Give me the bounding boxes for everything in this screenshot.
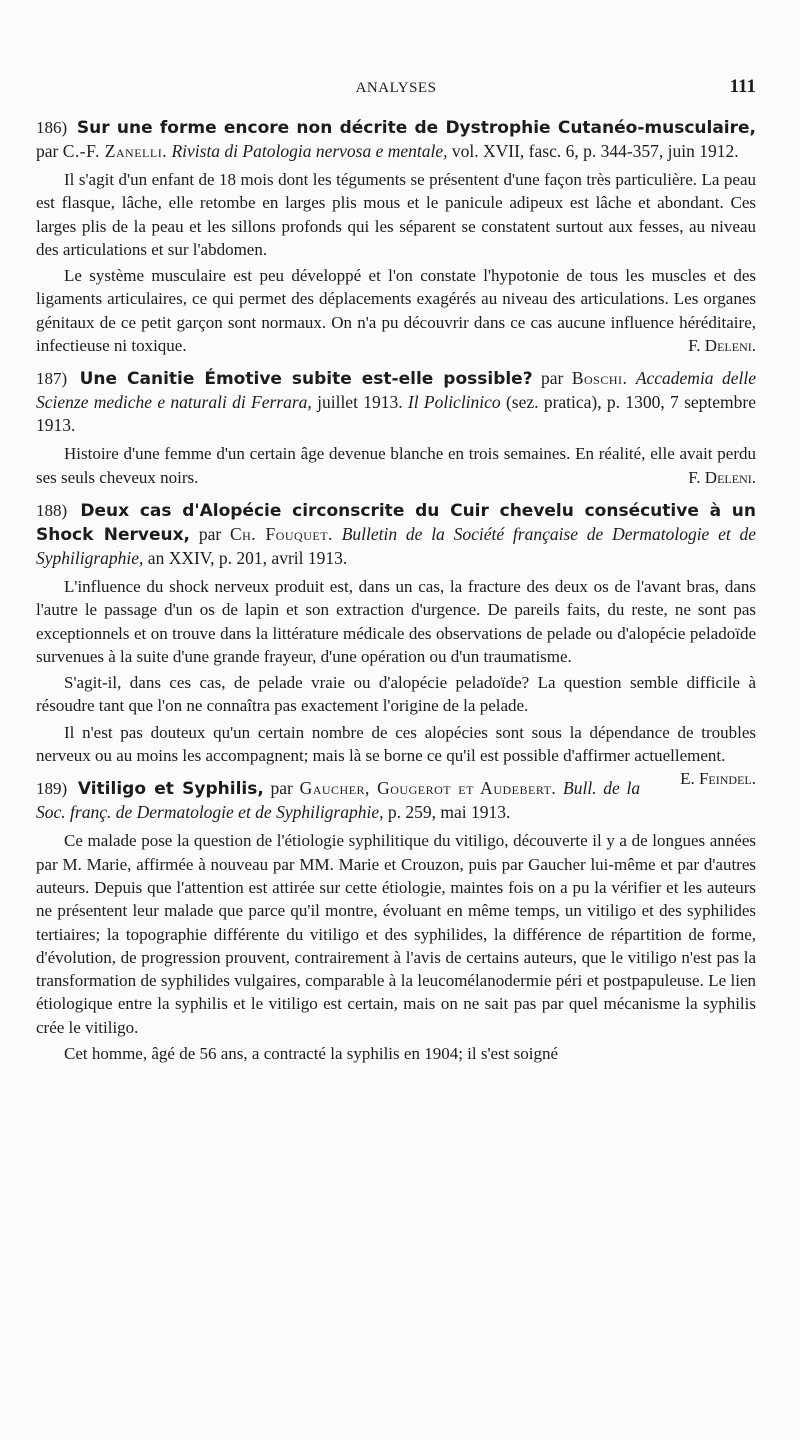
running-header bbox=[36, 76, 756, 104]
article-heading bbox=[36, 777, 756, 824]
by-word: par bbox=[36, 141, 59, 161]
article-number: 186) bbox=[36, 118, 68, 137]
article-189 bbox=[36, 777, 756, 1065]
article-heading bbox=[36, 499, 756, 570]
by-word: par bbox=[198, 523, 222, 544]
article-reference: vol. XVII, fasc. 6, p. 344-357, juin 1912. bbox=[451, 141, 739, 161]
article-187 bbox=[36, 367, 756, 489]
article-number: 187) bbox=[36, 369, 68, 389]
article-reference-secondary: (sez. pratica), p. 1300, 7 septembre 1913. bbox=[36, 392, 756, 436]
article-heading bbox=[36, 116, 756, 163]
article-journal-secondary: Il Policlinico bbox=[407, 392, 501, 413]
article-title: Vitiligo et Syphilis, bbox=[77, 779, 264, 800]
paragraph: L'influence du shock nerveux produit est, dans un cas, la fracture des deux os de l'avant bras, dans l'autre le passage d'un os de lapin et son extraction d'urgence. De pareils faits, du reste, ne sont pas exceptionnels et on trouve dans la littérature médicale des observations de pelade ou d'alopécie peladoïde survenues à la suite d'une grande frayeur, d'une opération ou d'un traumatisme. bbox=[36, 576, 756, 666]
paragraph-text: Histoire d'une femme d'un certain âge devenue blanche en trois semaines. En réalité, elle avait perdu ses seuls cheveux noirs. bbox=[36, 444, 756, 487]
article-heading bbox=[36, 367, 756, 437]
article-number: 188) bbox=[36, 500, 68, 520]
running-title: ANALYSES bbox=[355, 80, 437, 96]
article-title: Une Canitie Émotive subite est-elle possible? bbox=[79, 369, 533, 390]
signature: E. Feindel. bbox=[680, 769, 756, 789]
signature: F. Deleni. bbox=[688, 467, 756, 487]
paragraph bbox=[36, 442, 756, 489]
paragraph: Cet homme, âgé de 56 ans, a contracté la syphilis en 1904; il s'est soigné bbox=[64, 1044, 559, 1064]
by-word: par bbox=[270, 778, 293, 799]
paragraph-text: Le système musculaire est peu développé et l'on constate l'hypotonie de tous les muscles et des ligaments articulaires, ce qui permet des déplacements exagérés au niveau des articulations. Les organes génitaux de ce petit garçon sont normaux. On n'a pu découvrir dans ce cas aucune influence héréditaire, infectieuse ni toxique. bbox=[36, 266, 756, 356]
article-reference: an XXIV, p. 201, avril 1913. bbox=[147, 547, 348, 568]
article-journal: Bull. de la Soc. franç. de Dermatologie et de Syphiligraphie, bbox=[36, 778, 641, 823]
paragraph: Il s'agit d'un enfant de 18 mois dont les téguments se présentent d'une façon très particulière. La peau est flasque, lâche, elle retombe en larges plis mous et le panicule adipeux est lâche et abondant. Ces larges plis de la peau et les sillons profonds qui les séparent se constatent surtout aux fesses, au niveau des articulations et sur l'abdomen. bbox=[36, 170, 756, 259]
article-author: Ch. Fouquet. bbox=[229, 523, 333, 544]
article-number: 189) bbox=[36, 779, 68, 799]
article-reference: juillet 1913. bbox=[317, 392, 403, 413]
article-author: C.-F. Zanelli. bbox=[62, 141, 168, 161]
paragraph-text: Il n'est pas douteux qu'un certain nombre de ces alopécies sont sous la dépendance de troubles nerveux ou au moins les accompagnent; mais là se borne ce qu'il est possible d'affirmer actuellement. bbox=[36, 722, 756, 766]
article-title: Deux cas d'Alopécie circonscrite du Cuir chevelu consécutive à un Shock Nerveux, bbox=[36, 500, 757, 545]
article-title: Sur une forme encore non décrite de Dystrophie Cutanéo-musculaire, bbox=[76, 118, 756, 138]
paragraph: Ce malade pose la question de l'étiologie syphilitique du vitiligo, découverte il y a de longues années par M. Marie, affirmée à nouveau par MM. Marie et Crouzon, puis par Gaucher lui-même et par d'autres auteurs. Depuis que l'attention est attirée sur cette étiologie, maintes fois on a pu la vérifier et les auteurs ne présentent leur malade que parce qu'il montre, évoluant en même temps, un vitiligo et des syphilides tertiaires; la topographie différente du vitiligo et des syphilides, la différence de répartition de forme, d'évolution, de progression prouvent, contrairement à l'avis de certains auteurs, que le vitiligo n'est pas la transformation de syphilides vulgaires, comparable à la leucomélanodermie péri et postpapuleuse. Le lien étiologique entre la syphilis et le vitiligo est certain, mais on ne sait pas par quel mécanisme la syphilis crée le vitiligo. bbox=[36, 831, 756, 1037]
article-reference: p. 259, mai 1913. bbox=[387, 802, 511, 823]
article-author: Gaucher, Gougerot et Audebert. bbox=[299, 778, 557, 799]
article-journal: Rivista di Patologia nervosa e mentale, bbox=[171, 141, 448, 161]
article-journal: Accademia delle Scienze mediche e naturali di Ferrara, bbox=[36, 368, 756, 413]
paragraph bbox=[36, 264, 756, 357]
by-word: par bbox=[541, 368, 564, 389]
article-186 bbox=[36, 116, 756, 357]
article-author: Boschi. bbox=[571, 368, 628, 389]
article-journal: Bulletin de la Société française de Dermatologie et de Syphiligraphie, bbox=[36, 523, 757, 568]
signature: F. Deleni. bbox=[688, 336, 756, 356]
paragraph: S'agit-il, dans ces cas, de pelade vraie ou d'alopécie peladoïde? La question semble difficile à résoudre tant que l'on ne connaîtra pas exactement l'origine de la pelade. bbox=[36, 673, 756, 716]
page-number: 111 bbox=[729, 76, 756, 97]
